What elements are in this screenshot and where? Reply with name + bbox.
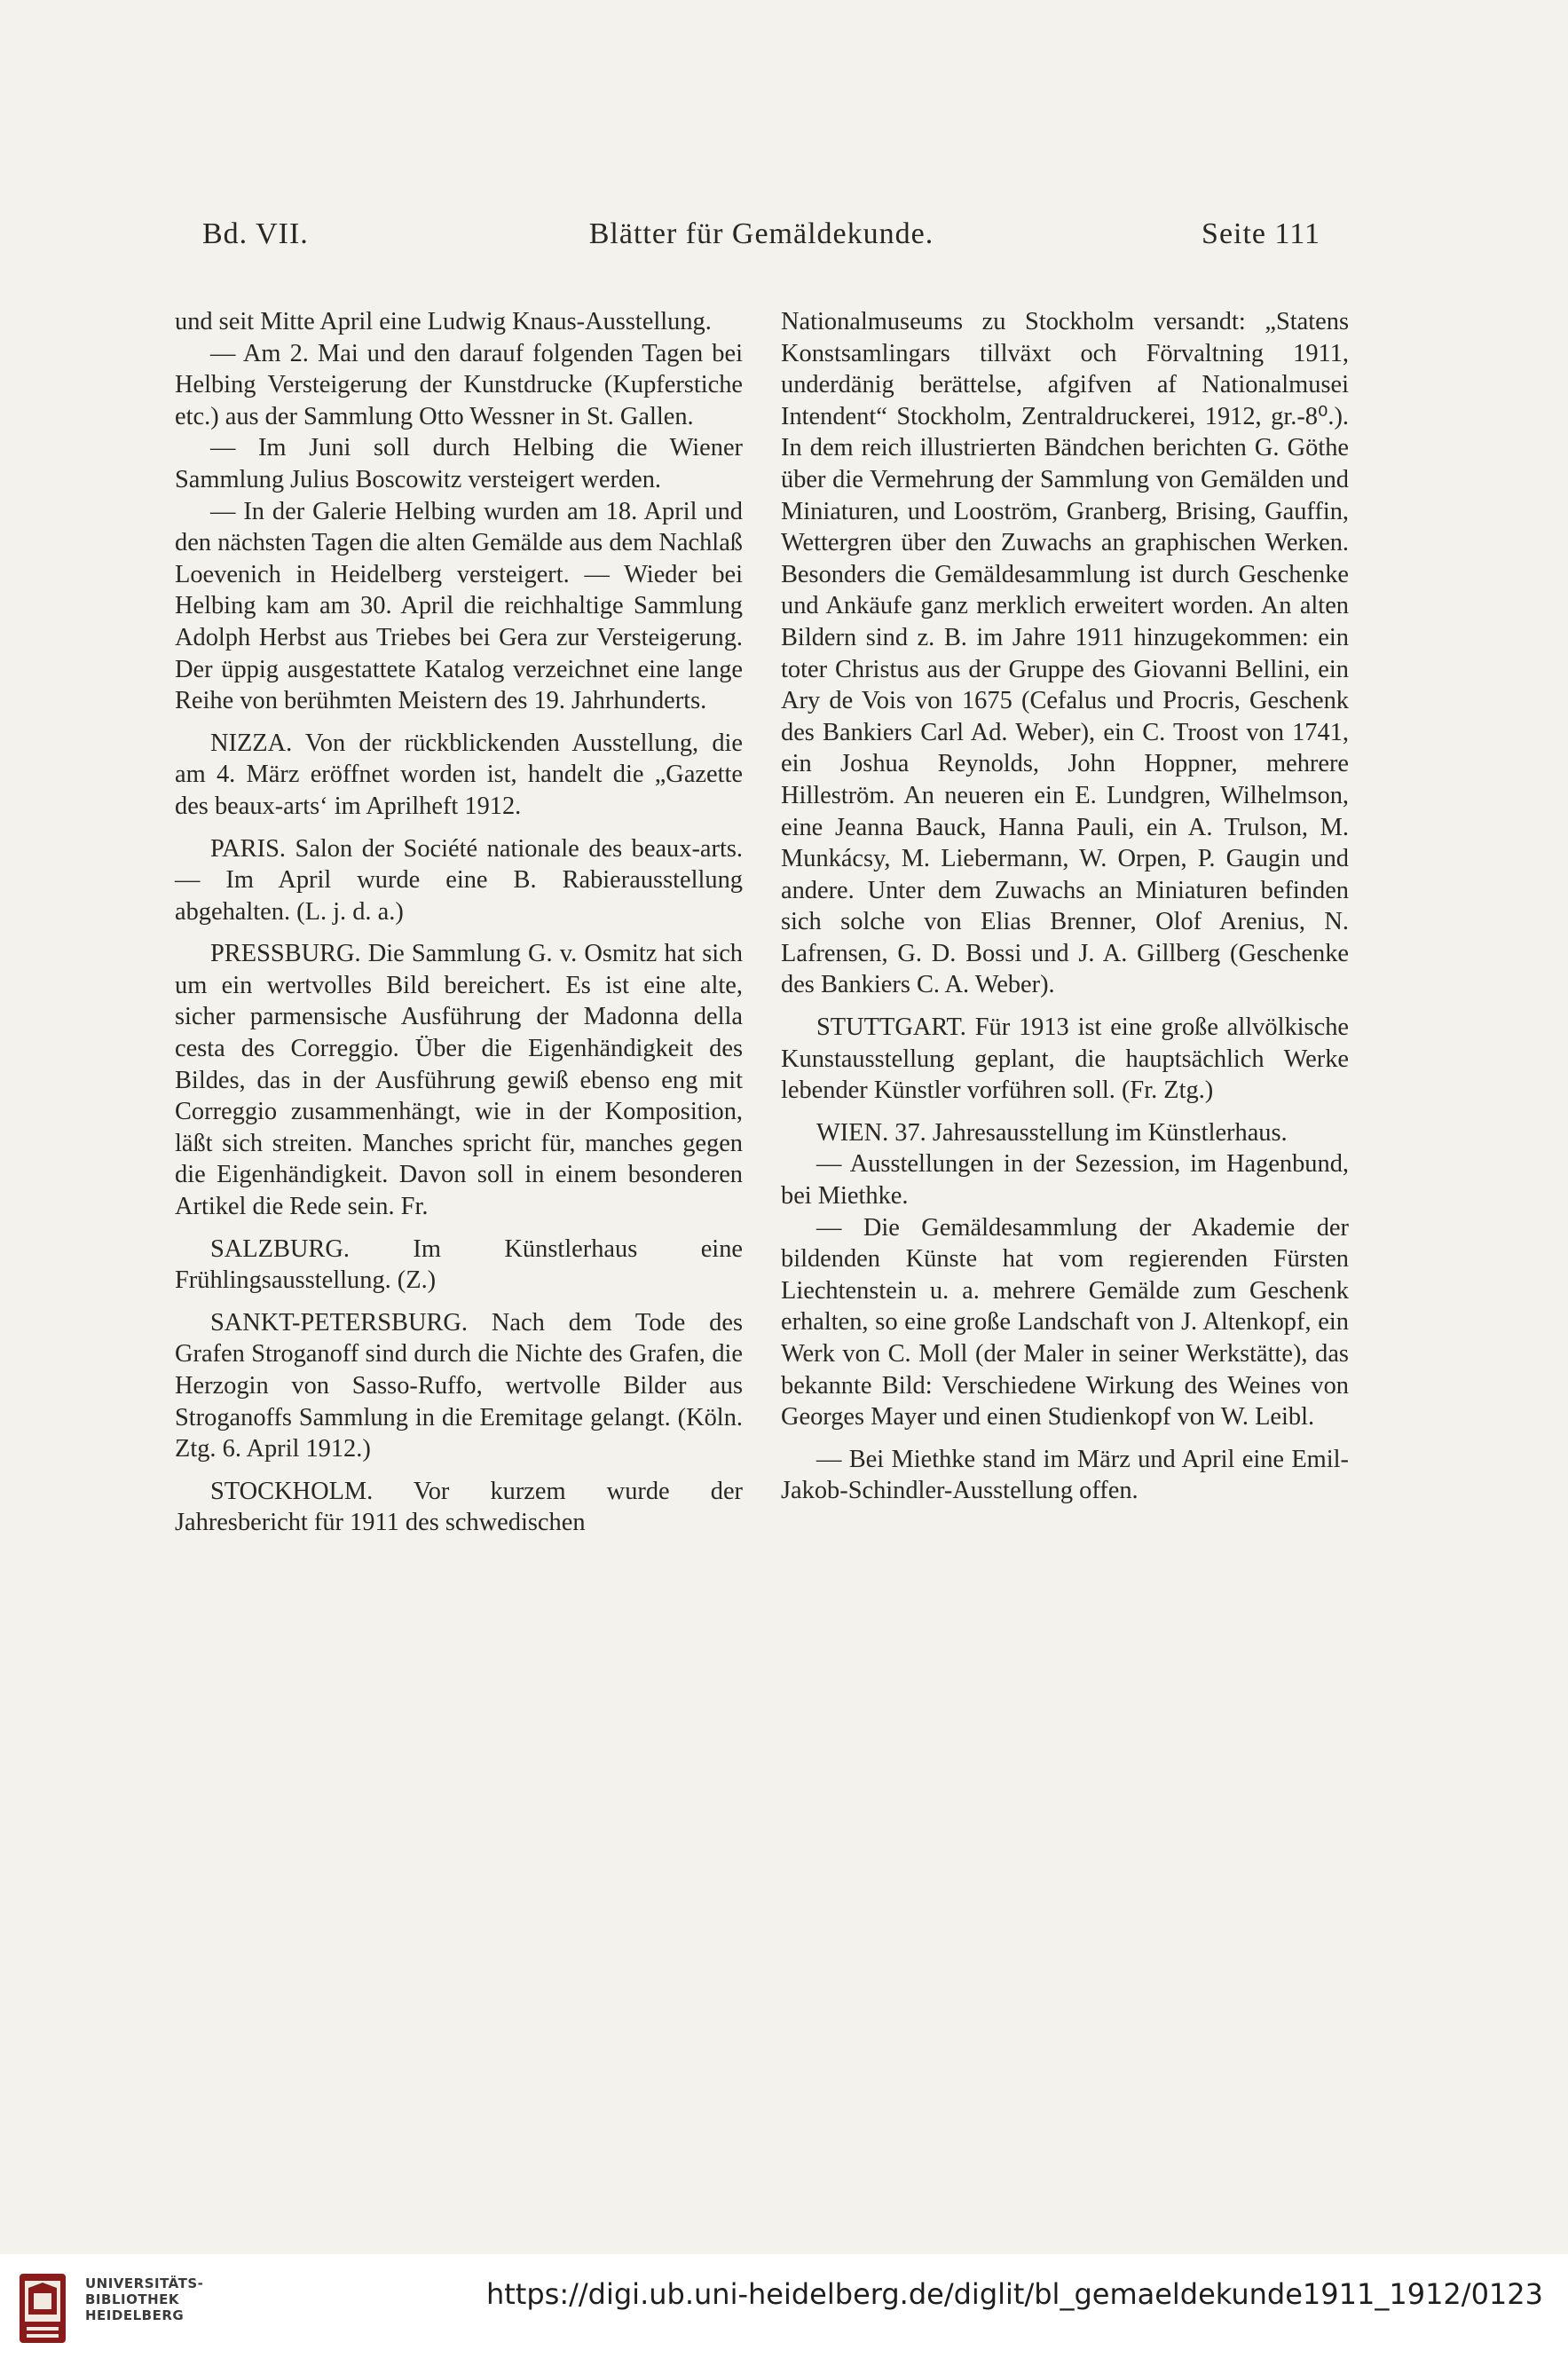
paragraph: WIEN. 37. Jahresausstellung im Künstlerhaus. bbox=[816, 1118, 1288, 1147]
page-number: Seite 111 bbox=[1202, 217, 1320, 250]
paragraph: STOCKHOLM. Vor kurzem wurde der Jahresbericht für 1911 des schwedischen bbox=[175, 1477, 743, 1537]
paragraph: — In der Galerie Helbing wurden am 18. April und den nächsten Tagen die alten Gemälde aus dem Nachlaß Loevenich in Heidelberg versteigert. — Wieder bei Helbing kam am 30. April die reichhaltige Sammlung Adolph Herbst aus Triebes bei Gera zur Versteigerung. Der üppig ausgestattete Katalog verzeichnet eine lange Reihe von berühmten Meistern des 19. Jahrhunderts. bbox=[175, 497, 743, 715]
volume-label: Bd. VII. bbox=[202, 217, 309, 250]
paragraph: — Ausstellungen in der Sezession, im Hagenbund, bei Miethke. bbox=[781, 1150, 1349, 1211]
journal-title: Blätter für Gemäldekunde. bbox=[588, 217, 934, 250]
left-column bbox=[175, 306, 743, 1539]
library-name: UNIVERSITÄTS- BIBLIOTHEK HEIDELBERG bbox=[85, 2275, 204, 2323]
paragraph: STUTTGART. Für 1913 ist eine große allvölkische Kunstausstellung geplant, die hauptsächlich Werke lebender Künstler vorführen soll. (Fr. Ztg.) bbox=[781, 1013, 1349, 1105]
paragraph: Nationalmuseums zu Stockholm versandt: „Statens Konstsamlingars tillväxt och Förvaltning 1911, underdänig berättelse, afgifven af Nationalmusei Intendent“ Stockholm, Zentraldruckerei, 1912, gr.-8⁰.). In dem reich illustrierten Bändchen berichten G. Göthe über die Vermehrung der Sammlung von Gemälden und Miniaturen, und Looström, Granberg, Brising, Gauffin, Wettergren über den Zuwachs an graphischen Werken. Besonders die Gemäldesammlung ist durch Geschenke und Ankäufe ganz merklich erweitert worden. An alten Bildern sind z. B. im Jahre 1911 hinzugekommen: ein toter Christus aus der Gruppe des Giovanni Bellini, ein Ary de Vois von 1675 (Cefalus und Procris, Geschenk des Bankiers Carl Ad. Weber), ein C. Troost von 1741, ein Joshua Reynolds, John Hoppner, mehrere Hilleström. An neueren ein E. Lundgren, Wilhelmson, eine Jeanna Bauck, Hanna Pauli, ein A. Trulson, M. Munkácsy, M. Liebermann, W. Orpen, P. Gaugin und andere. Unter dem Zuwachs an Miniaturen befinden sich solche von Elias Brenner, Olof Arenius, N. Lafrensen, G. D. Bossi und J. A. Gillberg (Geschenke des Bankiers C. A. Weber). bbox=[781, 308, 1349, 999]
running-header bbox=[202, 217, 1320, 262]
paragraph: — Im Juni soll durch Helbing die Wiener Sammlung Julius Boscowitz versteigert werden. bbox=[175, 434, 743, 493]
paragraph: und seit Mitte April eine Ludwig Knaus-Ausstellung. bbox=[175, 308, 712, 335]
paragraph: — Bei Miethke stand im März und April eine Emil-Jakob-Schindler-Ausstellung offen. bbox=[781, 1445, 1349, 1505]
university-seal-icon bbox=[16, 2270, 69, 2346]
paragraph: SALZBURG. Im Künstlerhaus eine Frühlingsausstellung. (Z.) bbox=[175, 1234, 743, 1295]
paragraph: — Die Gemäldesammlung der Akademie der bildenden Künste hat vom regierenden Fürsten Liechtenstein u. a. mehrere Gemälde zum Geschenk erhalten, so eine große Landschaft von J. Altenkopf, ein Werk von C. Moll (der Maler in seiner Werkstätte), das bekannte Bild: Verschiedene Wirkung des Weines von Georges Mayer und einen Studienkopf von W. Leibl. bbox=[781, 1213, 1349, 1431]
paragraph: — Am 2. Mai und den darauf folgenden Tagen bei Helbing Versteigerung der Kunstdrucke (Kupferstiche etc.) aus der Sammlung Otto Wessner in St. Gallen. bbox=[175, 339, 743, 430]
paragraph: PRESSBURG. Die Sammlung G. v. Osmitz hat sich um ein wertvolles Bild bereichert. Es ist eine alte, sicher parmensische Ausführung der Madonna della cesta des Correggio. Über die Eigenhändigkeit des Bildes, das in der Ausführung gewiß ebenso eng mit Correggio zusammenhängt, wie in der Komposition, läßt sich streiten. Manches spricht für, manches gegen die Eigenhändigkeit. Davon soll in einem besonderen Artikel die Rede sein. Fr. bbox=[175, 940, 743, 1221]
paragraph: PARIS. Salon der Société nationale des beaux-arts. — Im April wurde eine B. Rabierausstellung abgehalten. (L. j. d. a.) bbox=[175, 834, 743, 926]
right-column bbox=[781, 306, 1349, 1507]
paragraph: NIZZA. Von der rückblickenden Ausstellung, die am 4. März eröffnet worden ist, handelt die „Gazette des beaux-arts‘ im Aprilheft 1912. bbox=[175, 729, 743, 820]
permalink-url[interactable]: https://digi.ub.uni-heidelberg.de/diglit/bl_gemaeldekunde1911_1912/0123 bbox=[485, 2277, 1543, 2311]
paragraph: SANKT-PETERSBURG. Nach dem Tode des Grafen Stroganoff sind durch die Nichte des Grafen, die Herzogin von Sasso-Ruffo, wertvolle Bilder aus Stroganoffs Sammlung in die Eremitage gelangt. (Köln. Ztg. 6. April 1912.) bbox=[175, 1308, 743, 1463]
